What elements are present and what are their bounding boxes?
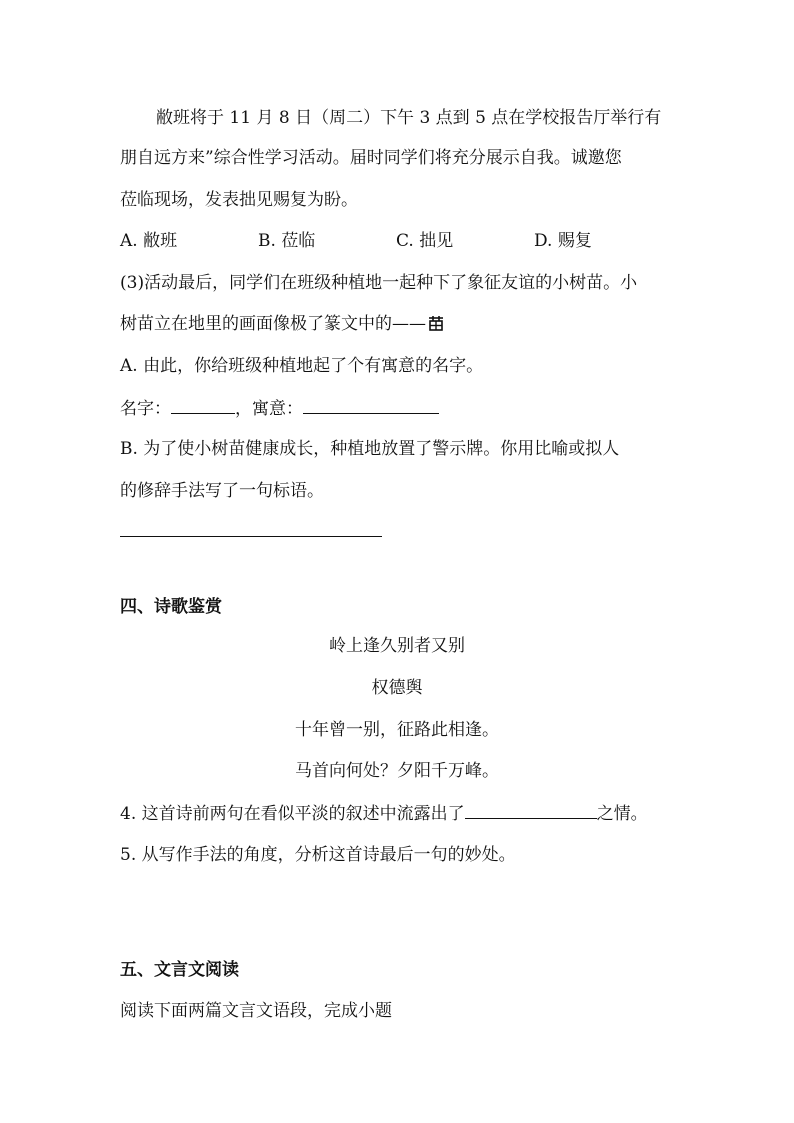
- separator: ，: [235, 399, 252, 419]
- poem-line-2: 马首向何处？夕阳千万峰。: [295, 761, 499, 781]
- slogan-answer-line[interactable]: [120, 536, 382, 537]
- section-4-heading: 四、诗歌鉴赏: [120, 597, 222, 617]
- passage-line-3: 莅临现场，发表拙见赐复为盼。: [120, 190, 358, 210]
- section-5-heading: 五、文言文阅读: [120, 960, 239, 980]
- option-d: D. 赐复: [534, 231, 592, 251]
- passage-line-2: 朋自远方来”综合性学习活动。届时同学们将充分展示自我。诚邀您: [120, 148, 622, 168]
- poem-title: 岭上逢久别者又别: [329, 636, 465, 656]
- meaning-label: 寓意：: [252, 399, 303, 419]
- question-5: 5. 从写作手法的角度，分析这首诗最后一句的妙处。: [120, 845, 516, 865]
- q3-b-line-2: 的修辞手法写了一句标语。: [120, 481, 324, 501]
- q3-b-line-1: B. 为了使小树苗健康成长，种植地放置了警示牌。你用比喻或拟人: [120, 439, 620, 459]
- q4-suffix: 之情。: [596, 804, 648, 824]
- meaning-blank[interactable]: [303, 397, 439, 414]
- option-a: A. 敝班: [120, 231, 178, 251]
- q3-line-2: [120, 313, 444, 335]
- q3-a-line: A. 由此，你给班级种植地起了个有寓意的名字。: [120, 356, 484, 376]
- q3-line-1: (3)活动最后，同学们在班级种植地一起种下了象征友谊的小树苗。小: [120, 273, 638, 293]
- question-4: [120, 802, 648, 825]
- name-blank[interactable]: [171, 397, 235, 414]
- name-meaning-row: [120, 397, 439, 420]
- option-b: B. 莅临: [258, 231, 316, 251]
- poem-author: 权德舆: [371, 678, 423, 698]
- q3-line-2-text: 树苗立在地里的画面像极了篆文中的——: [120, 314, 426, 334]
- section-5-intro: 阅读下面两篇文言文语段，完成小题: [120, 1001, 392, 1021]
- option-row: [120, 230, 592, 252]
- poem-line-1: 十年曾一别，征路此相逢。: [295, 720, 499, 740]
- q4-blank[interactable]: [465, 802, 597, 819]
- option-c: C. 拙见: [396, 231, 454, 251]
- seal-character-icon: [428, 315, 444, 331]
- q4-prefix: 4. 这首诗前两句在看似平淡的叙述中流露出了: [120, 804, 465, 824]
- passage-line-1: 敝班将于 11 月 8 日（周二）下午 3 点到 5 点在学校报告厅举行有: [156, 108, 662, 128]
- name-label: 名字：: [120, 399, 171, 419]
